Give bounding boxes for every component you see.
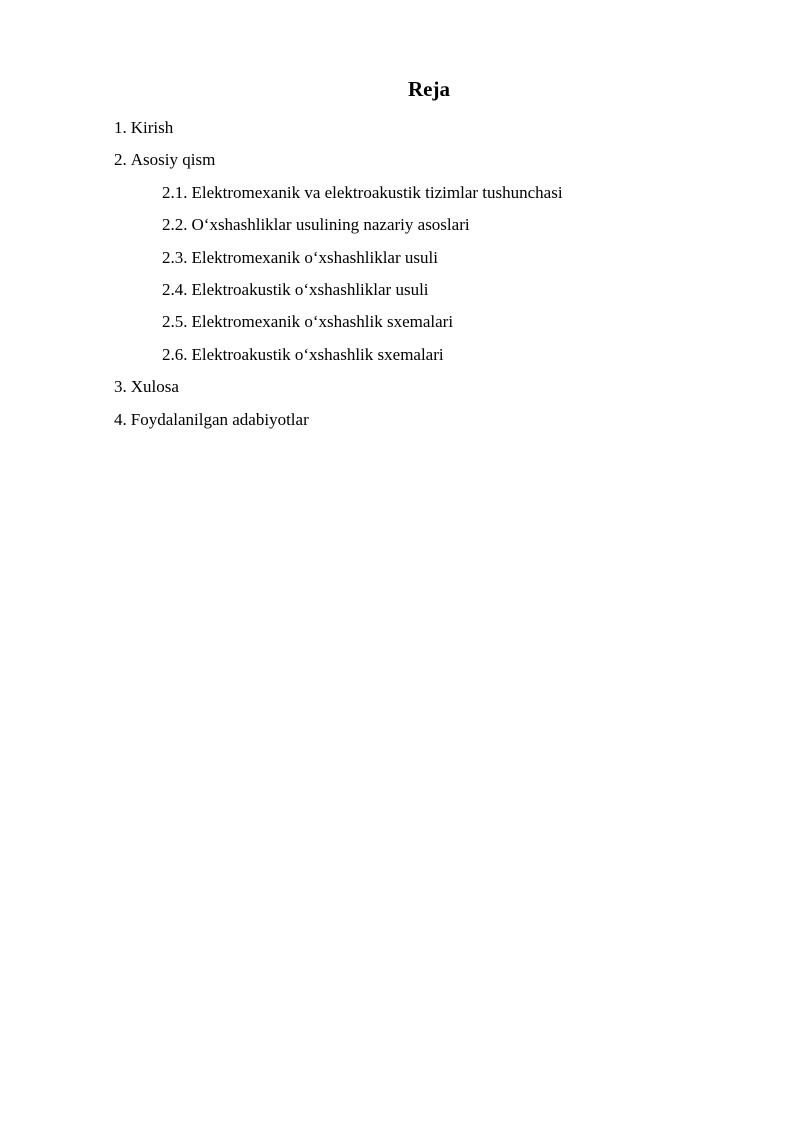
toc-item-text: Elektroakustik o‘xshashlik sxemalari bbox=[191, 344, 444, 364]
toc-item-text: Elektromexanik o‘xshashliklar usuli bbox=[191, 247, 438, 267]
toc-item-text: O‘xshashliklar usulining nazariy asoslari bbox=[191, 215, 470, 235]
toc-item-2-3 bbox=[114, 242, 563, 274]
toc-item-2-6 bbox=[114, 339, 563, 371]
toc-item-text: Foydalanilgan adabiyotlar bbox=[130, 409, 309, 429]
toc-item-text: Kirish bbox=[130, 118, 174, 137]
table-of-contents bbox=[114, 112, 563, 436]
toc-item-2-4 bbox=[114, 274, 563, 306]
toc-item-text: Asosiy qism bbox=[130, 150, 216, 170]
toc-item-2 bbox=[114, 144, 563, 176]
toc-item-number: 4. bbox=[114, 409, 127, 429]
toc-item-4 bbox=[114, 404, 563, 436]
toc-item-number: 3. bbox=[114, 377, 127, 397]
toc-item-text: Elektromexanik va elektroakustik tizimlar tushunchasi bbox=[191, 182, 563, 202]
page-title: Reja bbox=[408, 77, 450, 101]
toc-item-number: 2.4. bbox=[162, 279, 188, 299]
toc-item-2-1 bbox=[114, 177, 563, 209]
toc-item-text: Xulosa bbox=[130, 377, 179, 397]
toc-item-2-2 bbox=[114, 209, 563, 241]
toc-item-number: 1. bbox=[114, 118, 127, 137]
toc-item-number: 2.6. bbox=[162, 344, 188, 364]
toc-item-text: Elektromexanik o‘xshashlik sxemalari bbox=[191, 312, 454, 332]
toc-item-text: Elektroakustik o‘xshashliklar usuli bbox=[191, 279, 429, 299]
toc-item-number: 2. bbox=[114, 150, 127, 170]
toc-item-number: 2.2. bbox=[162, 215, 188, 235]
toc-item-number: 2.1. bbox=[162, 182, 188, 202]
toc-item-3 bbox=[114, 371, 563, 403]
toc-item-number: 2.5. bbox=[162, 312, 188, 332]
toc-item-2-5 bbox=[114, 306, 563, 338]
toc-item-number: 2.3. bbox=[162, 247, 188, 267]
toc-item-1 bbox=[114, 112, 563, 144]
